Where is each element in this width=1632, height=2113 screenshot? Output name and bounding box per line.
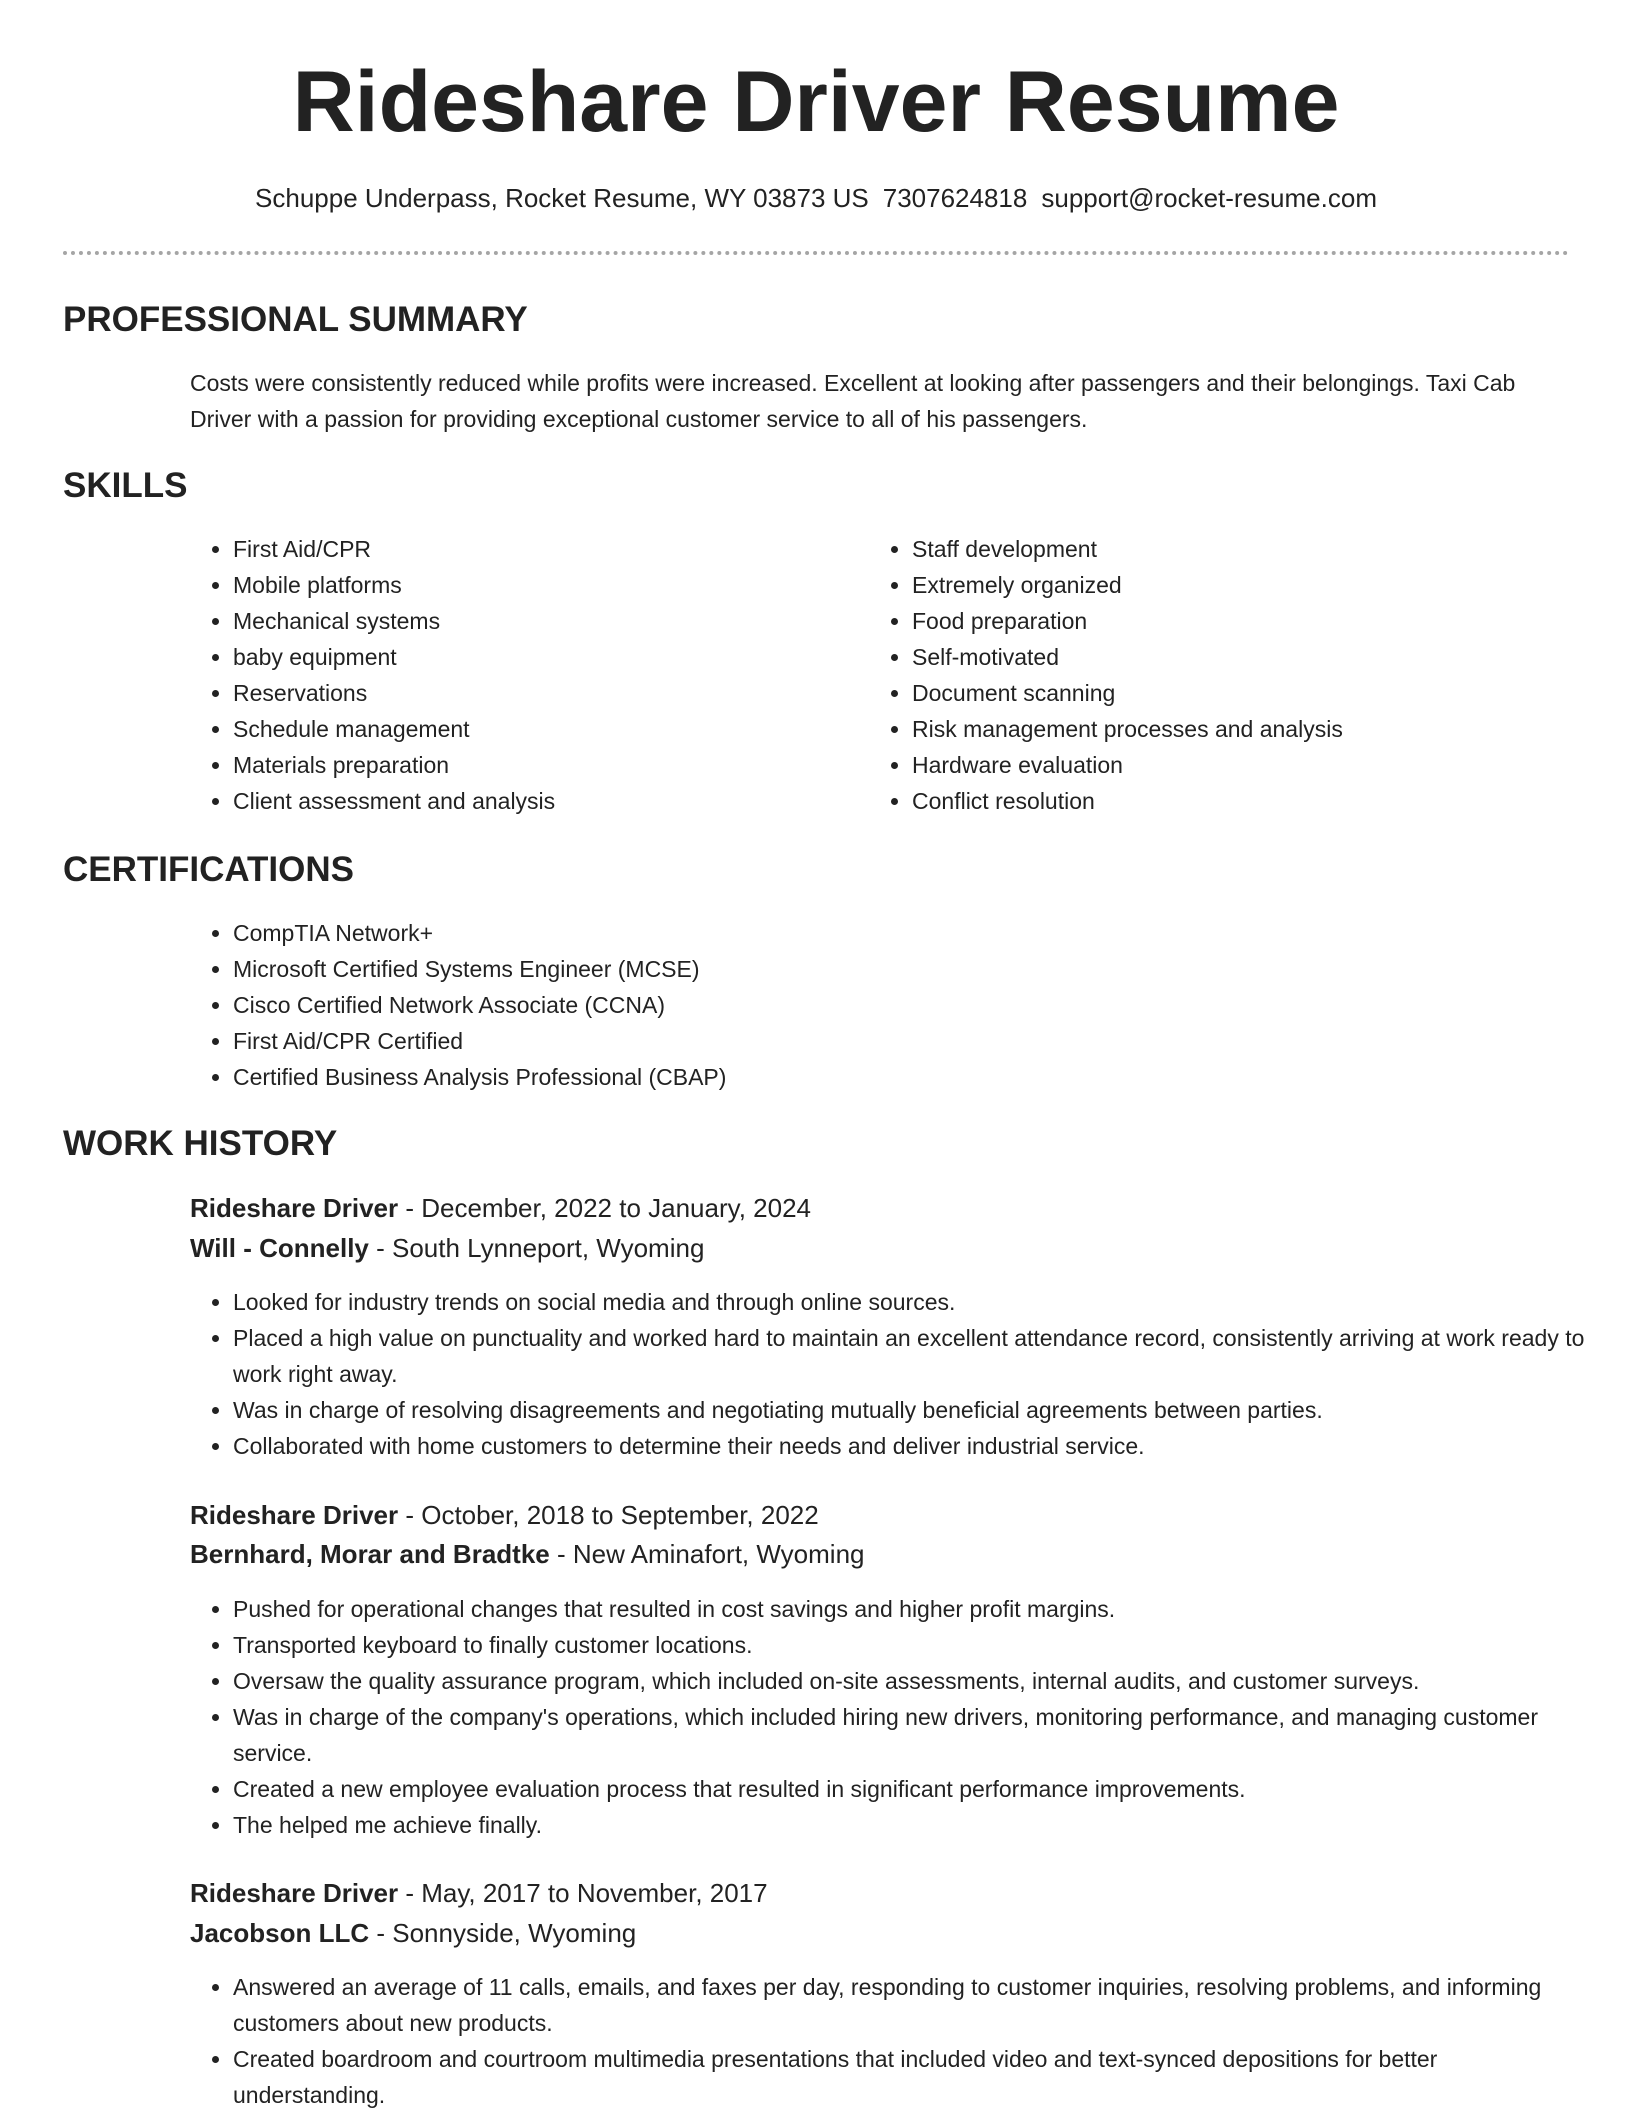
certification-item: • CompTIA Network+ xyxy=(233,915,1133,951)
skill-item: • baby equipment xyxy=(233,639,853,675)
job-bullet: • The helped me achieve finally. xyxy=(233,1807,1593,1843)
certification-item: • Cisco Certified Network Associate (CCNA) xyxy=(233,987,1133,1023)
job-bullets xyxy=(190,1591,1593,1843)
contact-phone: 7307624818 xyxy=(882,183,1028,213)
skill-item: • Self-motivated xyxy=(912,639,1592,675)
skill-item: • Hardware evaluation xyxy=(912,747,1592,783)
resume-title: Rideshare Driver Resume xyxy=(292,54,1340,150)
job-company-line xyxy=(190,1914,1580,1952)
skill-item: • Risk management processes and analysis xyxy=(912,711,1592,747)
job-bullet: • Created boardroom and courtroom multimedia presentations that included video and text-synced depositions for better understanding. xyxy=(233,2041,1593,2113)
job-bullet: • Created a new employee evaluation process that resulted in significant performance improvements. xyxy=(233,1771,1593,1807)
skill-item: • Schedule management xyxy=(233,711,853,747)
job-company: Bernhard, Morar and Bradtke xyxy=(190,1539,550,1569)
job-title: Rideshare Driver xyxy=(190,1500,399,1530)
job-bullet: • Looked for industry trends on social media and through online sources. xyxy=(233,1284,1593,1320)
skill-item: • Mobile platforms xyxy=(233,567,853,603)
job-bullet: • Transported keyboard to finally customer locations. xyxy=(233,1627,1593,1663)
job-bullet: • Pushed for operational changes that resulted in cost savings and higher profit margins. xyxy=(233,1591,1593,1627)
skill-item: • First Aid/CPR xyxy=(233,531,853,567)
skill-item: • Reservations xyxy=(233,675,853,711)
skill-item: • Client assessment and analysis xyxy=(233,783,853,819)
job-dates: - May, 2017 to November, 2017 xyxy=(398,1878,768,1908)
contact-line xyxy=(0,182,1632,214)
job-dates: - October, 2018 to September, 2022 xyxy=(398,1500,819,1530)
skill-item: • Staff development xyxy=(912,531,1592,567)
skill-item: • Mechanical systems xyxy=(233,603,853,639)
job-title-line xyxy=(190,1496,1580,1534)
job-bullet: • Placed a high value on punctuality and worked hard to maintain an excellent attendance record, consistently arriving at work ready to work right away. xyxy=(233,1320,1593,1392)
job-bullets xyxy=(190,1284,1593,1464)
skill-item: • Extremely organized xyxy=(912,567,1592,603)
job-company-line xyxy=(190,1229,1580,1267)
summary-heading: PROFESSIONAL SUMMARY xyxy=(63,300,528,339)
job-title: Rideshare Driver xyxy=(190,1878,399,1908)
job-company: Will - Connelly xyxy=(190,1233,369,1263)
certification-item: • Certified Business Analysis Professional (CBAP) xyxy=(233,1059,1133,1095)
skill-item: • Food preparation xyxy=(912,603,1592,639)
contact-address: Schuppe Underpass, Rocket Resume, WY 03873 US xyxy=(255,183,869,213)
job-bullet: • Answered an average of 11 calls, emails, and faxes per day, responding to customer inquiries, resolving problems, and informing customers about new products. xyxy=(233,1969,1593,2041)
job-bullet: • Was in charge of resolving disagreements and negotiating mutually beneficial agreements between parties. xyxy=(233,1392,1593,1428)
certifications-heading: CERTIFICATIONS xyxy=(63,850,355,889)
contact-email: support@rocket-resume.com xyxy=(1041,183,1377,213)
job-location: - Sonnyside, Wyoming xyxy=(369,1918,637,1948)
certification-item: • Microsoft Certified Systems Engineer (MCSE) xyxy=(233,951,1133,987)
job-bullet: • Collaborated with home customers to determine their needs and deliver industrial service. xyxy=(233,1428,1593,1464)
work-history-heading: WORK HISTORY xyxy=(63,1124,338,1163)
job-location: - New Aminafort, Wyoming xyxy=(549,1539,865,1569)
skill-item: • Conflict resolution xyxy=(912,783,1592,819)
job-location: - South Lynneport, Wyoming xyxy=(368,1233,705,1263)
summary-text: Costs were consistently reduced while profits were increased. Excellent at looking after passengers and their belongings. Taxi Cab Driver with a passion for providing exceptional customer service to all of his passengers. xyxy=(190,370,1516,432)
skill-item: • Materials preparation xyxy=(233,747,853,783)
job-title: Rideshare Driver xyxy=(190,1193,399,1223)
job-title-line xyxy=(190,1189,1580,1227)
skills-list-left xyxy=(190,531,853,819)
job-bullets xyxy=(190,1969,1593,2113)
header-divider xyxy=(63,251,1569,255)
job-dates: - December, 2022 to January, 2024 xyxy=(398,1193,811,1223)
skill-item: • Document scanning xyxy=(912,675,1592,711)
skills-list-right xyxy=(869,531,1592,819)
skills-heading: SKILLS xyxy=(63,466,188,505)
certification-item: • First Aid/CPR Certified xyxy=(233,1023,1133,1059)
job-title-line xyxy=(190,1874,1580,1912)
certifications-list xyxy=(190,915,1133,1095)
job-bullet: • Oversaw the quality assurance program, which included on-site assessments, internal audits, and customer surveys. xyxy=(233,1663,1593,1699)
job-company-line xyxy=(190,1535,1580,1573)
job-bullet: • Was in charge of the company's operations, which included hiring new drivers, monitoring performance, and managing customer service. xyxy=(233,1699,1593,1771)
job-company: Jacobson LLC xyxy=(190,1918,370,1948)
